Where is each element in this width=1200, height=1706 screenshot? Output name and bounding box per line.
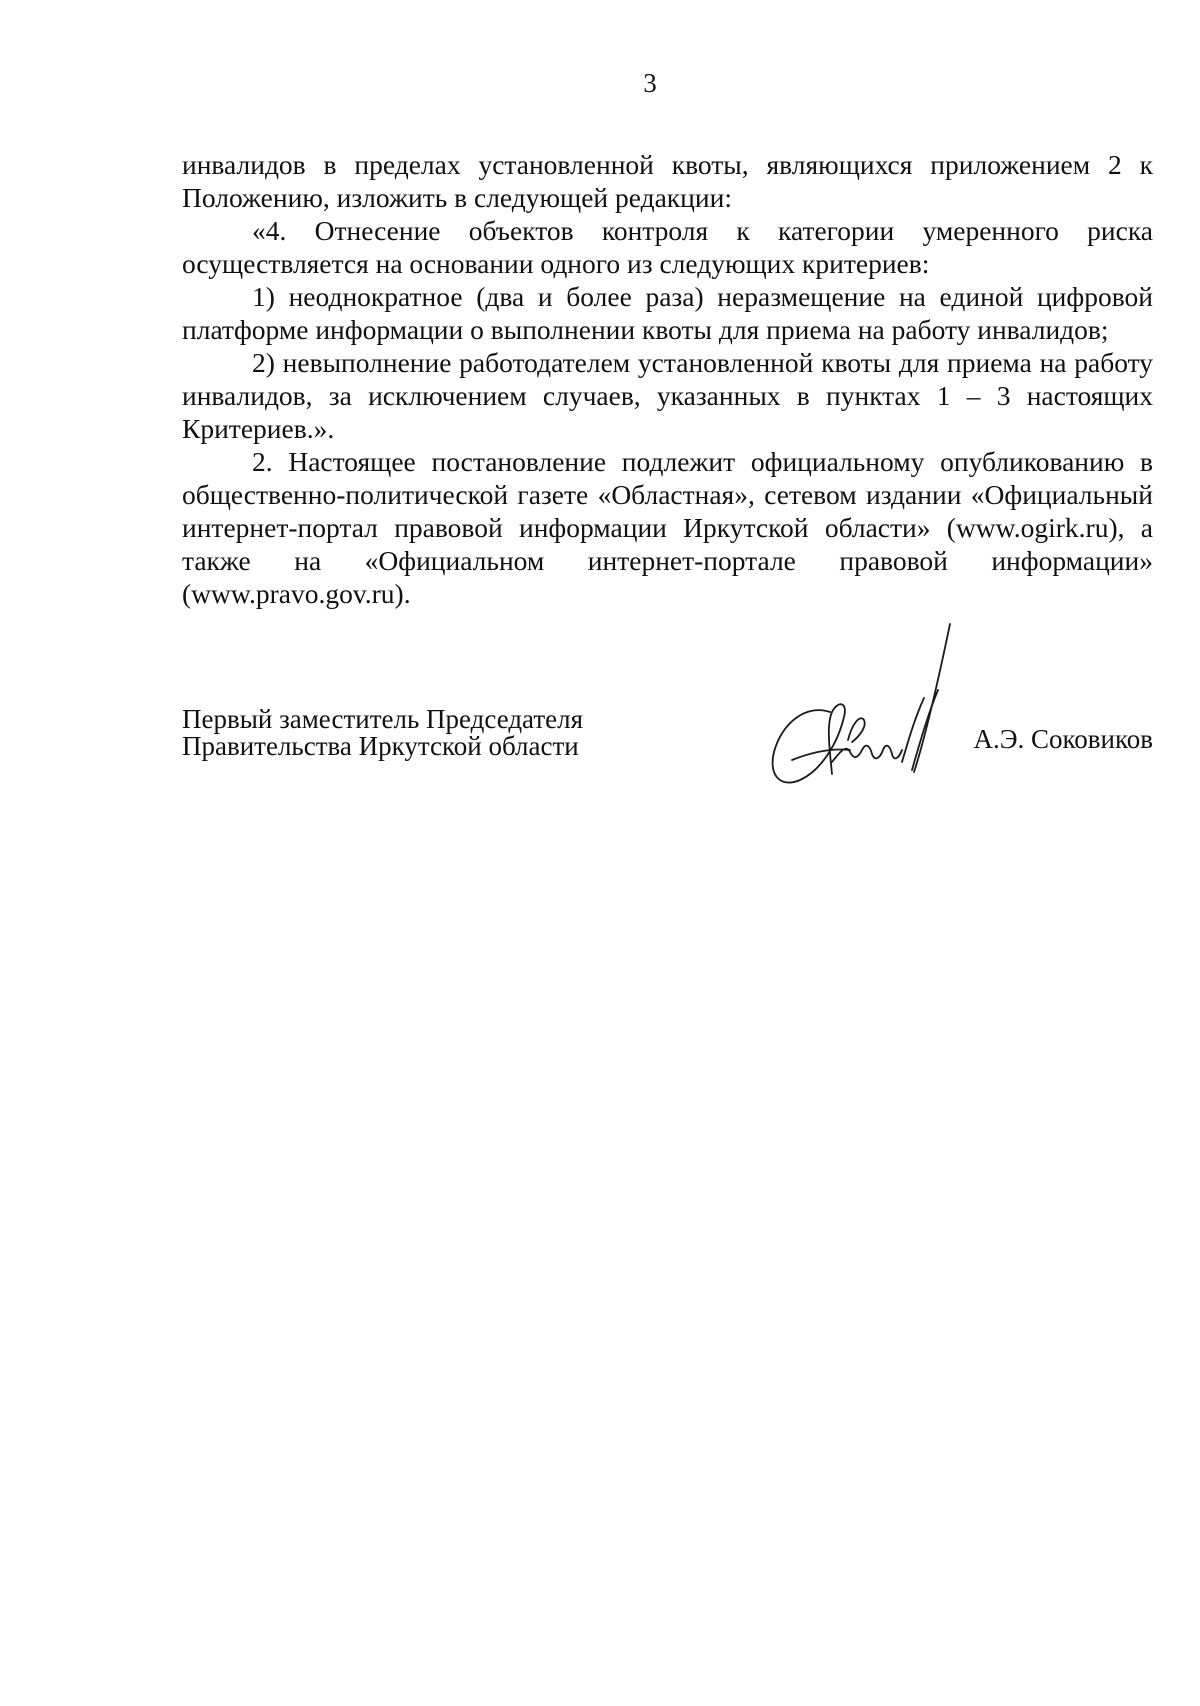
signer-position <box>182 706 583 760</box>
paragraph-criterion-item-1: 1) неоднократное (два и более раза) неразмещение на единой цифровой платформе информации о выполнении квоты для приема на работу инвалидов; <box>182 281 1153 345</box>
signer-position-line-1: Первый заместитель Председателя <box>182 704 584 734</box>
signer-position-line-2: Правительства Иркутской области <box>182 731 579 761</box>
document-body <box>182 148 1153 610</box>
signature-block <box>182 706 1153 826</box>
paragraph-criterion-4: «4. Отнесение объектов контроля к категории умеренного риска осуществляется на основании одного из следующих критериев: <box>182 215 1153 279</box>
handwritten-signature <box>752 612 962 802</box>
paragraph-continuation: инвалидов в пределах установленной квоты, являющихся приложением 2 к Положению, изложить в следующей редакции: <box>182 149 1153 213</box>
paragraph-publication: 2. Настоящее постановление подлежит официальному опубликованию в общественно-политической газете «Областная», сетевом издании «Официальный интернет-портал правовой информации Иркутской области» (www.ogirk.ru), а также на «Официальном интернет-портале правовой информации» (www.pravo.gov.ru). <box>182 446 1153 609</box>
paragraph-criterion-item-2: 2) невыполнение работодателем установленной квоты для приема на работу инвалидов, за исключением случаев, указанных в пунктах 1 – 3 настоящих Критериев.». <box>182 347 1153 444</box>
signer-name: А.Э. Соковиков <box>973 724 1153 754</box>
page-number <box>0 68 1200 99</box>
page-number-text: 3 <box>643 68 657 98</box>
